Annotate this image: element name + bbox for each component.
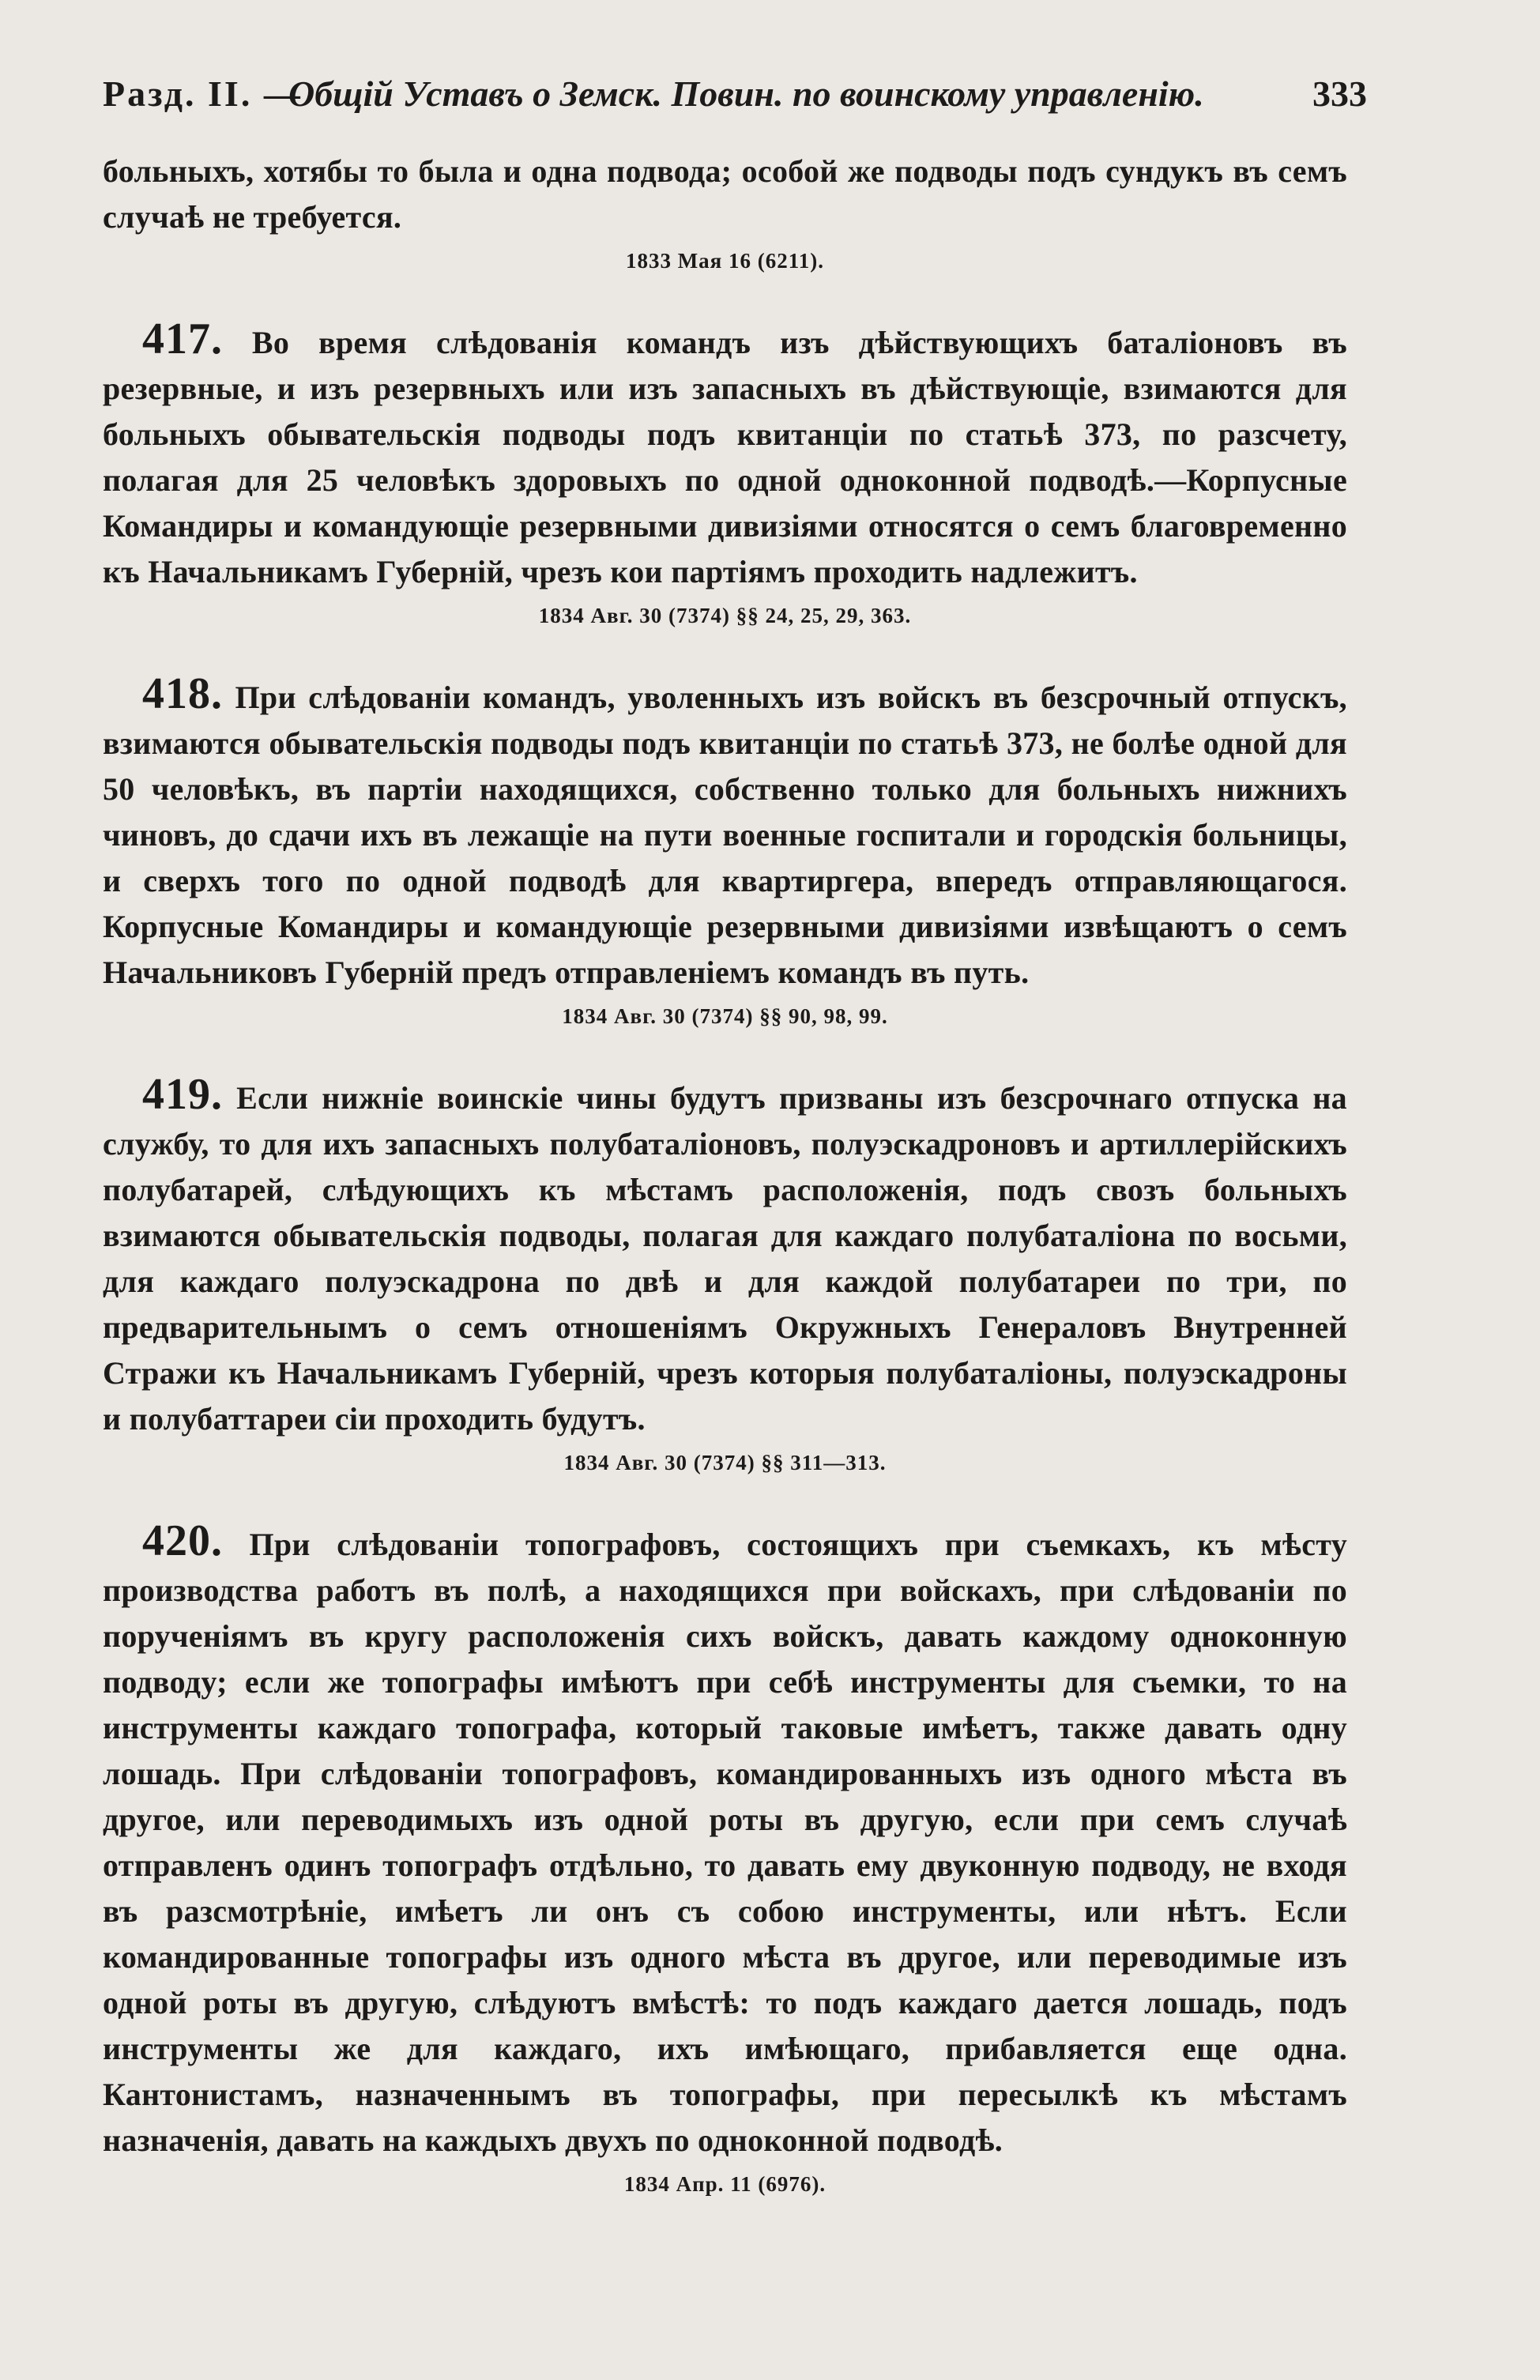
article-420 — [103, 1518, 1347, 2163]
article-number: 418. — [142, 669, 223, 718]
article-number: 417. — [142, 314, 223, 363]
article-text: Во время слѣдованія командъ изъ дѣйствующихъ баталіоновъ въ резервные, и изъ резервныхъ или изъ запасныхъ въ дѣйствующіе, взимаются для больныхъ обывательскія подводы подъ квитанціи по статьѣ 373, по разсчету, полагая для 25 человѣкъ здоровыхъ по одной одноконной подводѣ.—Корпусные Командиры и командующіе резервными дивизіями относятся о семъ благовременно къ Начальникамъ Губерній, чрезъ кои партіямъ проходить надлежитъ. — [103, 325, 1347, 589]
page-body — [103, 149, 1347, 2200]
article-text: При слѣдованіи топографовъ, состоящихъ при съемкахъ, къ мѣсту производства работъ въ полѣ, а находящихся при войскахъ, при слѣдованіи по порученіямъ въ кругу расположенія сихъ войскъ, давать каждому одноконную подводу; если же топографы имѣютъ при себѣ инструменты для съемки, то на инструменты каждаго топографа, который таковые имѣетъ, также давать одну лошадь. При слѣдованіи топографовъ, командированныхъ изъ одного мѣста въ другое, или переводимыхъ изъ одной роты въ другую, если при семъ случаѣ отправленъ одинъ топографъ отдѣльно, то давать ему двуконную подводу, не входя въ разсмотрѣніе, имѣетъ ли онъ съ собою инструменты, или нѣтъ. Если командированные топографы изъ одного мѣста въ другое, или переводимые изъ одной роты въ другую, слѣдуютъ вмѣстѣ: то подъ каждаго дается лошадь, подъ инструменты же для каждаго, ихъ имѣющаго, прибавляется еще одна. Кантонистамъ, назначеннымъ въ топографы, при пересылкѣ къ мѣстамъ назначенія, давать на каждыхъ двухъ по одноконной подводѣ. — [103, 1527, 1347, 2158]
article-419 — [103, 1071, 1347, 1442]
intro-citation: 1833 Мая 16 (6211). — [625, 249, 825, 273]
article-text: При слѣдованіи командъ, уволенныхъ изъ войскъ въ безсрочный отпускъ, взимаются обывательскія подводы подъ квитанціи по статьѣ 373, не болѣе одной для 50 человѣкъ, въ партіи находящихся, собственно только для больныхъ нижнихъ чиновъ, до сдачи ихъ въ лежащіе на пути военные госпитали и городскія больницы, и сверхъ того по одной подводѣ для квартиргера, впередъ отправляющагося. Корпусные Командиры и командующіе резервными дивизіями извѣщаютъ о семъ Начальниковъ Губерній предъ отправленіемъ командъ въ путь. — [103, 680, 1347, 990]
article-citation: 1834 Авг. 30 (7374) §§ 24, 25, 29, 363. — [538, 604, 912, 627]
intro-paragraph: больныхъ, хотябы то была и одна подвода; особой же подводы подъ сундукъ въ семъ случаѣ не требуется. — [103, 153, 1347, 235]
header-section: Разд. II. — — [103, 73, 303, 114]
article-text: Если нижніе воинскіе чины будутъ призваны изъ безсрочнаго отпуска на службу, то для ихъ запасныхъ полубаталіоновъ, полуэскадроновъ и артиллерійскихъ полубатарей, слѣдующихъ къ мѣстамъ расположенія, подъ свозъ больныхъ взимаются обывательскія подводы, полагая для каждаго полубаталіона по восьми, для каждаго полуэскадрона по двѣ и для каждой полубатареи по три, по предварительнымъ о семъ отношеніямъ Окружныхъ Генераловъ Внутренней Стражи къ Начальникамъ Губерній, чрезъ которыя полубаталіоны, полуэскадроны и полубаттареи сіи проходить будутъ. — [103, 1080, 1347, 1437]
article-number: 419. — [142, 1070, 223, 1119]
article-number: 420. — [142, 1516, 223, 1565]
article-citation: 1834 Апр. 11 (6976). — [623, 2172, 826, 2196]
article-418 — [103, 671, 1347, 996]
article-citation: 1834 Авг. 30 (7374) §§ 311—313. — [563, 1451, 887, 1474]
article-citation: 1834 Авг. 30 (7374) §§ 90, 98, 99. — [562, 1004, 888, 1028]
running-header — [103, 73, 1367, 125]
page-number: 333 — [1312, 73, 1367, 114]
article-417 — [103, 316, 1347, 595]
header-title: Общій Уставъ о Земск. Повин. по воинскому управленію. — [288, 73, 1204, 114]
